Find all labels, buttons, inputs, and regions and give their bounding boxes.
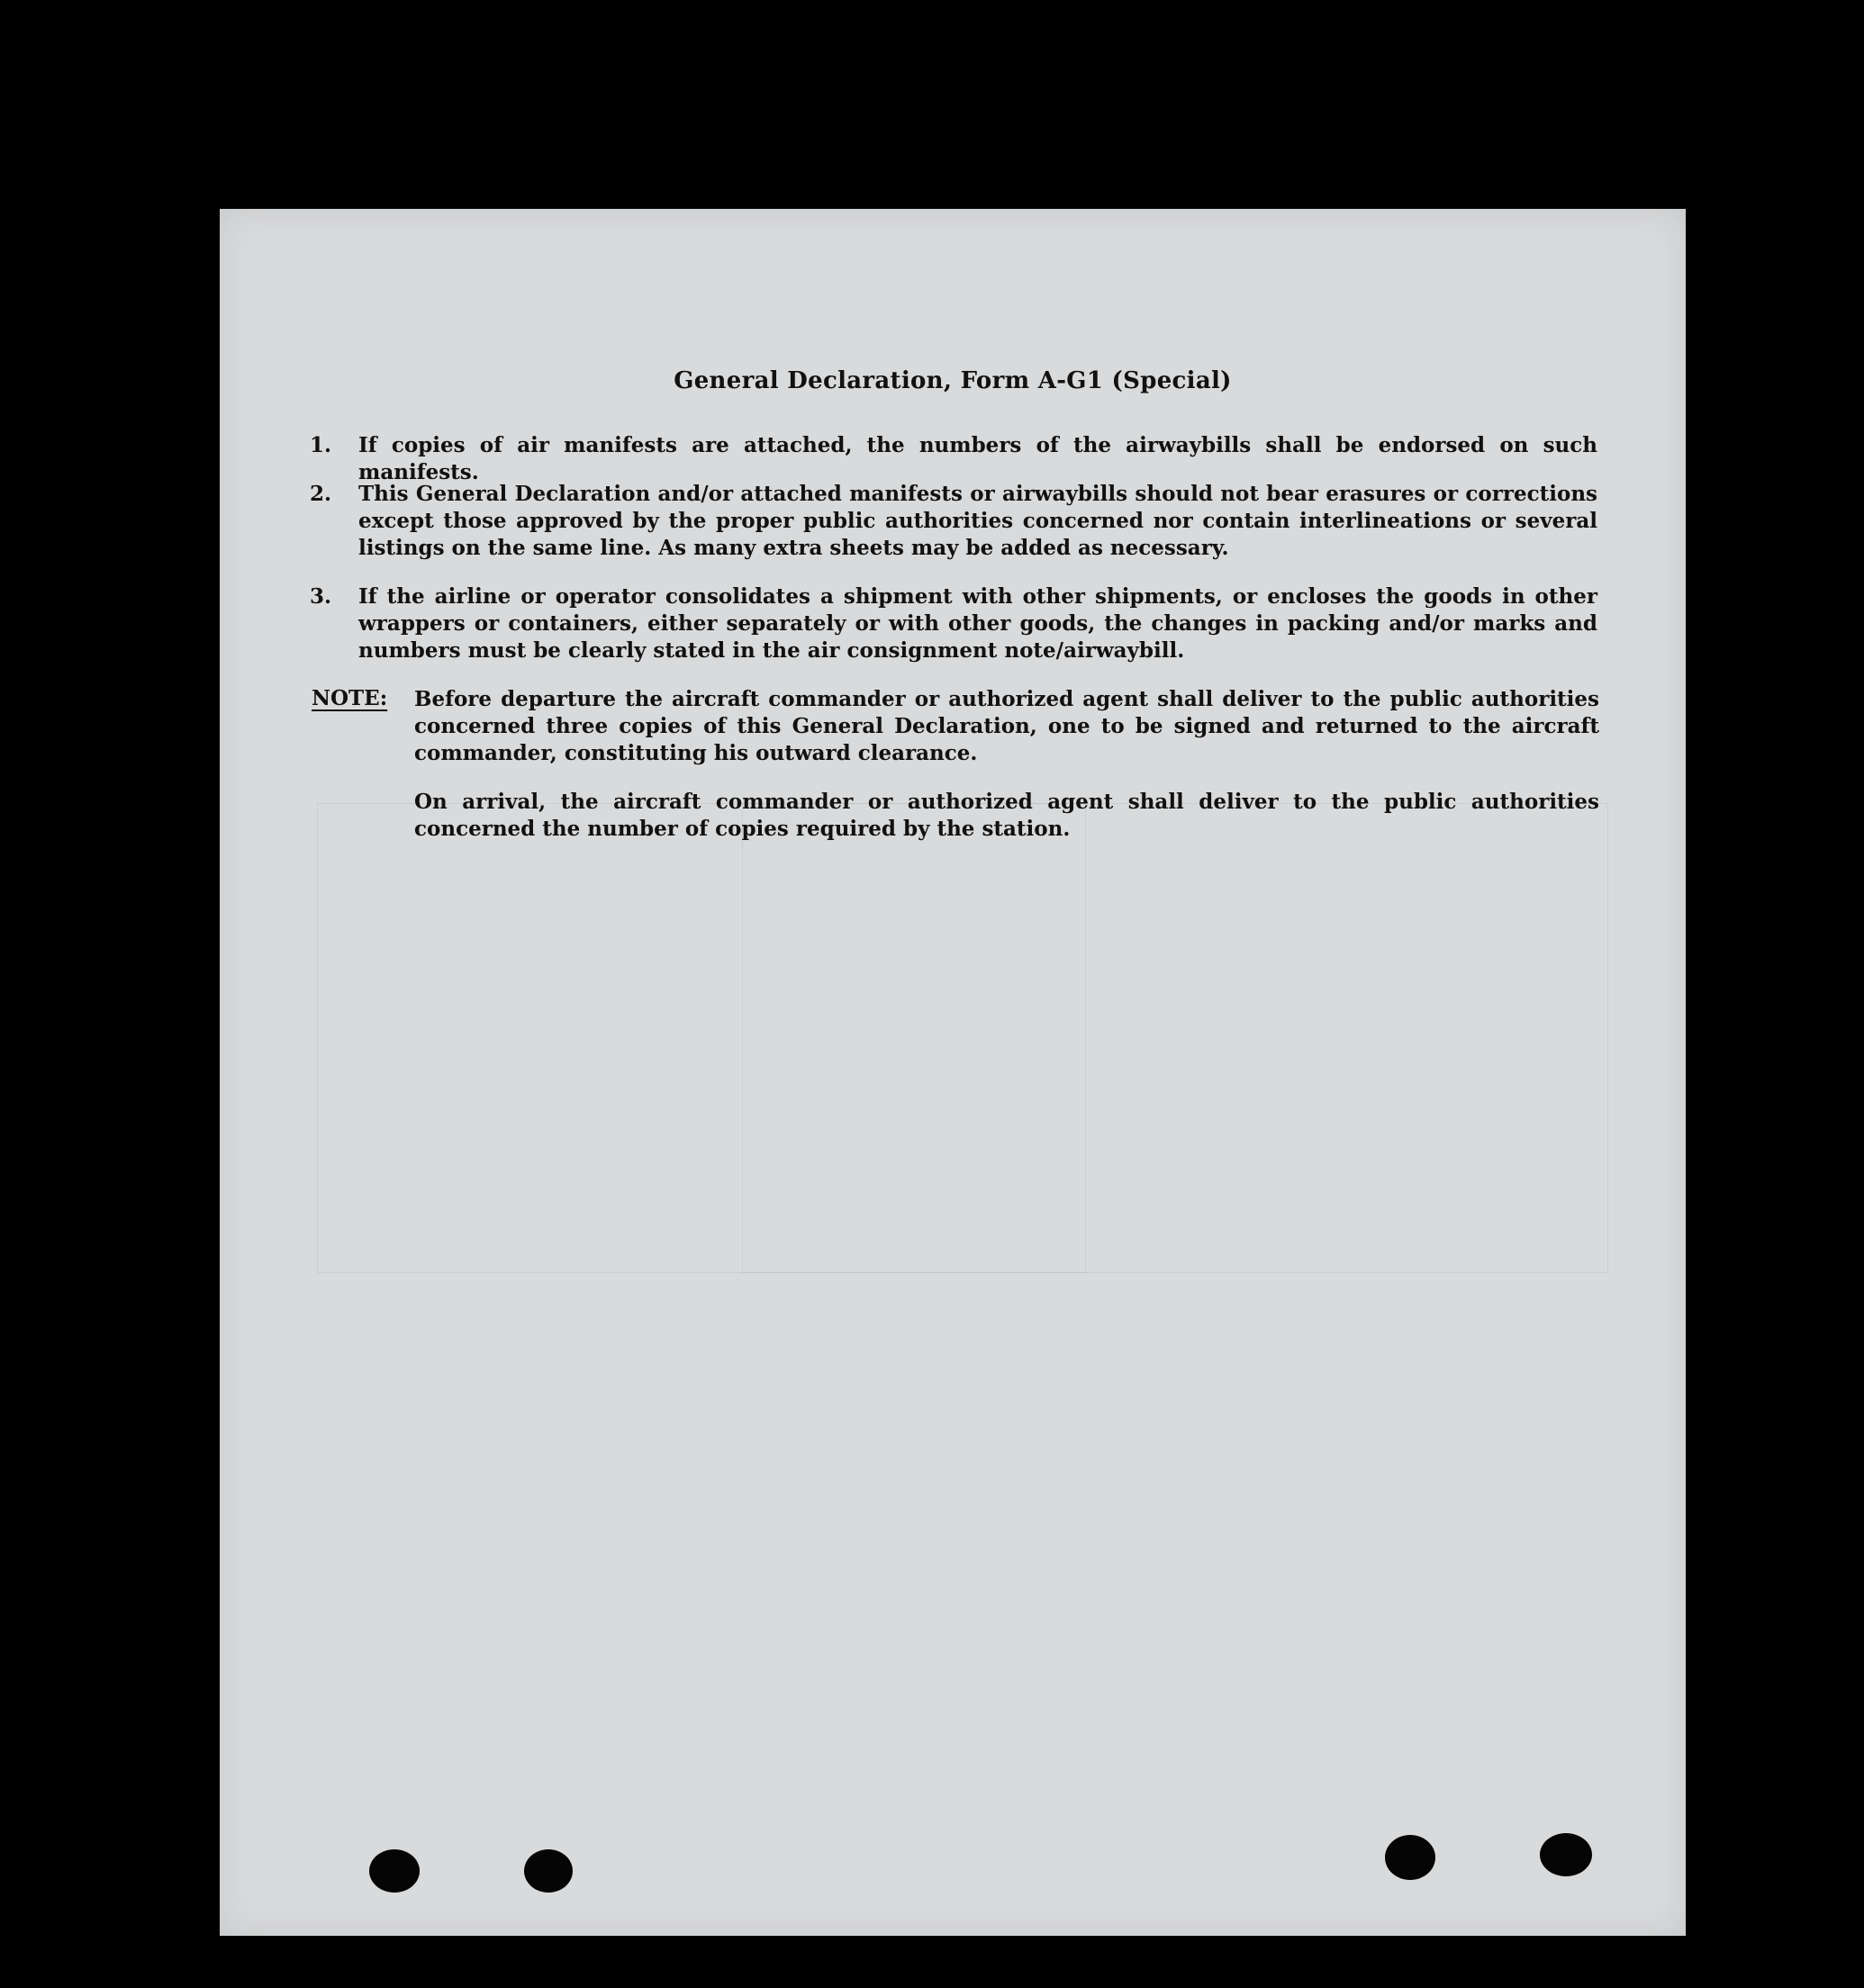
form-title: General Declaration, Form A-G1 (Special) xyxy=(674,367,1232,394)
punch-hole xyxy=(369,1849,420,1893)
note-paragraph-arrival: On arrival, the aircraft commander or authorized agent shall deliver to the public authorities concerned the number of copies required by the station. xyxy=(414,790,1599,841)
punch-hole xyxy=(1385,1835,1435,1880)
document-page xyxy=(220,209,1686,1936)
instruction-item-1 xyxy=(310,432,1597,486)
bleed-through-column xyxy=(742,803,1086,1273)
item-number: 2. xyxy=(310,482,332,506)
punch-hole xyxy=(524,1849,573,1893)
note-label: NOTE: xyxy=(312,686,388,710)
note-paragraph-departure: Before departure the aircraft commander or authorized agent shall deliver to the public authorities concerned three copies of this General Declaration, one to be signed and returned to the aircraft commander, constituting his outward clearance. xyxy=(414,687,1599,765)
item-text: This General Declaration and/or attached manifests or airwaybills should not bear erasures or corrections except those approved by the proper public authorities concerned nor contain interlineations or several listings on the same line. As many extra sheets may be added as necessary. xyxy=(358,482,1597,560)
instruction-item-3 xyxy=(310,583,1597,664)
item-text: If the airline or operator consolidates a shipment with other shipments, or encloses the goods in other wrappers or containers, either separately or with other goods, the changes in packing and/or marks and numbers must be clearly stated in the air consignment note/airwaybill. xyxy=(358,584,1597,663)
punch-hole xyxy=(1540,1833,1592,1876)
item-number: 3. xyxy=(310,584,332,609)
instruction-item-2 xyxy=(310,481,1597,562)
item-number: 1. xyxy=(310,433,332,457)
item-text: If copies of air manifests are attached, the numbers of the airwaybills shall be endorsed on such manifests. xyxy=(358,433,1597,484)
